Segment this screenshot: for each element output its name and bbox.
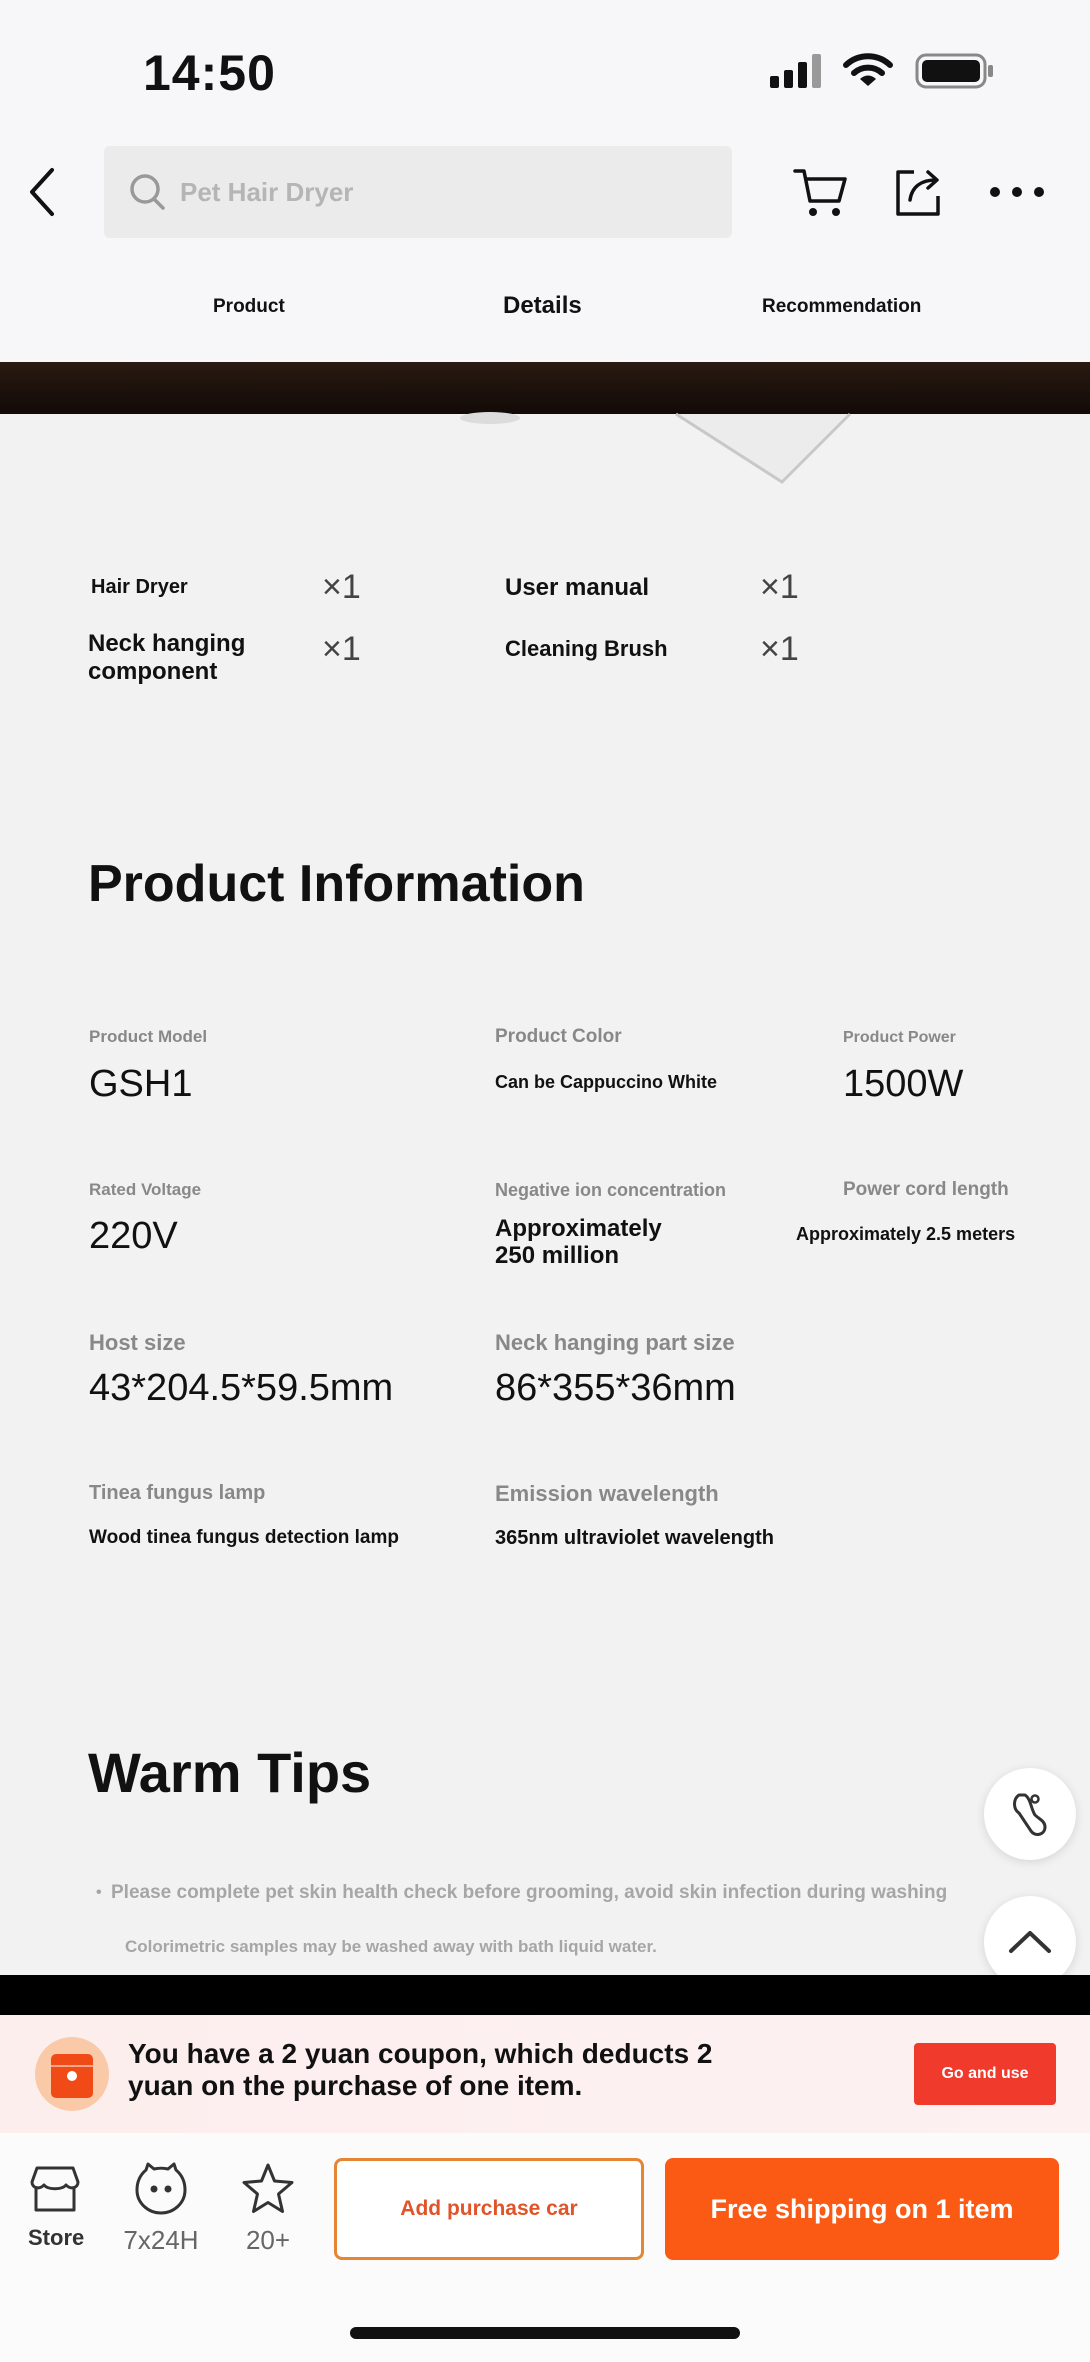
spec-label: Power cord length: [843, 1179, 1009, 1200]
favorites-count: 20+: [245, 2225, 291, 2255]
store-icon: [29, 2164, 81, 2214]
tip-text: Please complete pet skin health check before grooming, avoid skin infection during washing: [111, 1882, 948, 1903]
tip-bullet: •: [96, 1884, 102, 1901]
store-button[interactable]: [28, 2164, 85, 2251]
package-item-qty: ×1: [760, 568, 799, 606]
spec-value: 220V: [89, 1215, 178, 1257]
back-icon: [22, 160, 62, 220]
spec-label: Host size: [89, 1330, 186, 1355]
battery-icon: [915, 52, 995, 90]
tab-product[interactable]: Product: [213, 296, 285, 317]
spec-value: 43*204.5*59.5mm: [89, 1367, 394, 1409]
share-icon: [890, 164, 946, 220]
back-button[interactable]: [22, 160, 72, 226]
store-label: Store: [28, 2225, 85, 2250]
product-image-fragment: [0, 362, 1090, 502]
spec-value: GSH1: [89, 1063, 193, 1105]
search-icon: [128, 172, 168, 212]
spec-value: 365nm ultraviolet wavelength: [495, 1527, 774, 1549]
scroll-top-icon: [1005, 1927, 1055, 1957]
buy-now-button[interactable]: Free shipping on 1 item: [665, 2158, 1059, 2260]
search-placeholder: Pet Hair Dryer: [180, 176, 354, 207]
footprint-button[interactable]: [984, 1768, 1076, 1860]
spec-label: Product Power: [843, 1029, 956, 1046]
spec-value: Approximately 2.5 meters: [796, 1224, 1016, 1244]
spec-label: Negative ion concentration: [495, 1180, 727, 1200]
package-item-name: Neck hanging component: [88, 630, 246, 685]
status-indicators: [770, 52, 995, 90]
coupon-icon: [34, 2034, 110, 2114]
home-indicator: [350, 2327, 740, 2339]
spec-label: Tinea fungus lamp: [89, 1482, 266, 1504]
go-and-use-button[interactable]: Go and use: [914, 2043, 1056, 2105]
service-label: 7x24H: [123, 2225, 199, 2255]
spec-value: 86*355*36mm: [495, 1367, 736, 1409]
footprint-icon: [1005, 1787, 1055, 1841]
status-time: 14:50: [143, 45, 276, 101]
tab-recommendation[interactable]: Recommendation: [762, 296, 922, 317]
cart-button[interactable]: [788, 160, 852, 224]
share-button[interactable]: [886, 160, 950, 224]
spec-value: 1500W: [843, 1063, 964, 1105]
package-item-name: Cleaning Brush: [505, 636, 668, 661]
package-item-name: User manual: [505, 574, 650, 601]
add-to-cart-button[interactable]: Add purchase car: [334, 2158, 644, 2260]
top-navigation: [0, 0, 1090, 362]
spec-value: Can be Cappuccino White: [495, 1072, 718, 1092]
service-icon: [134, 2162, 188, 2216]
content-divider: [0, 1975, 1090, 2015]
package-item-qty: ×1: [322, 630, 361, 668]
package-item-qty: ×1: [760, 630, 799, 668]
spec-label: Rated Voltage: [89, 1180, 202, 1199]
section-title-product-information: Product Information: [88, 855, 585, 913]
spec-label: Neck hanging part size: [495, 1330, 735, 1355]
package-item-qty: ×1: [322, 568, 361, 606]
wifi-icon: [843, 52, 893, 90]
service-button[interactable]: [118, 2162, 204, 2256]
search-bar[interactable]: [104, 146, 732, 238]
spec-label: Product Model: [89, 1027, 208, 1046]
spec-label: Product Color: [495, 1026, 622, 1047]
cart-icon: [791, 163, 849, 221]
favorites-button[interactable]: [238, 2162, 298, 2256]
signal-icon: [770, 54, 821, 88]
spec-value: Approximately 250 million: [495, 1215, 662, 1269]
tip-text: Colorimetric samples may be washed away with bath liquid water.: [125, 1937, 657, 1956]
coupon-message: You have a 2 yuan coupon, which deducts 2 yuan on the purchase of one item.: [128, 2038, 713, 2101]
more-icon: [987, 182, 1047, 202]
more-button[interactable]: [985, 160, 1049, 224]
spec-label: Emission wavelength: [495, 1481, 719, 1506]
tab-bar: [0, 280, 1090, 340]
tab-details[interactable]: Details: [503, 292, 582, 319]
spec-value: Wood tinea fungus detection lamp: [89, 1527, 399, 1548]
package-item-name: Hair Dryer: [91, 576, 188, 598]
section-title-warm-tips: Warm Tips: [88, 1741, 372, 1804]
star-icon: [241, 2162, 295, 2216]
